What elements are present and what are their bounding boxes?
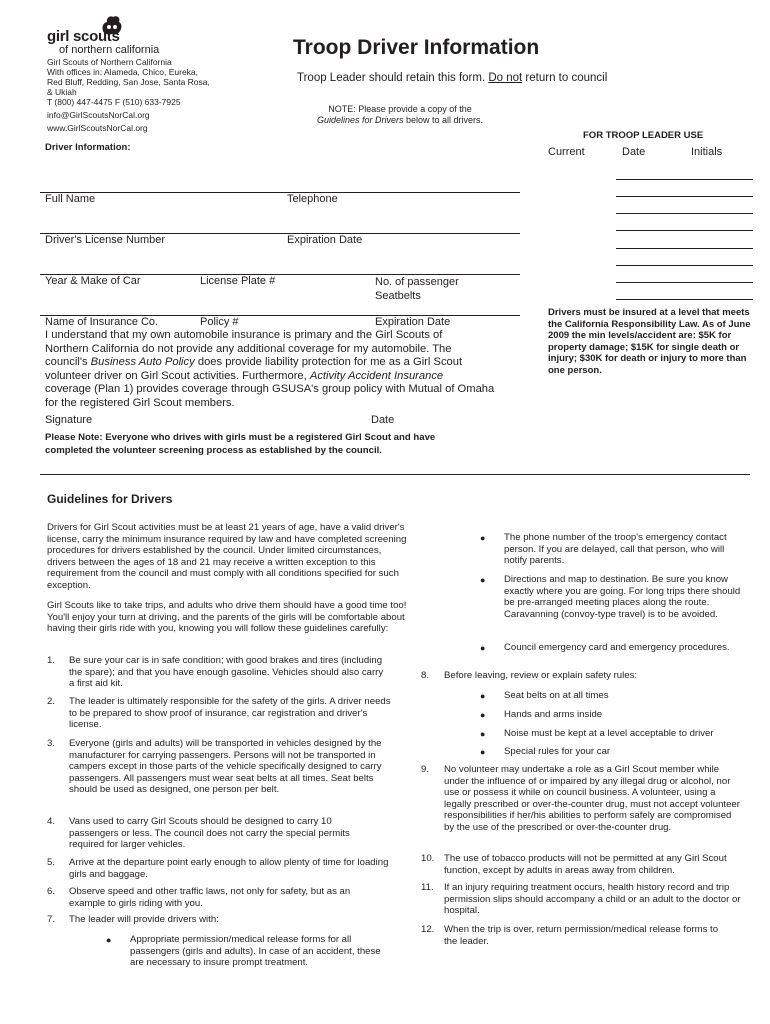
logo-wordmark: girl scouts — [47, 28, 120, 45]
item-text: Hands and arms inside — [504, 709, 603, 720]
item-number: 12. — [421, 924, 435, 935]
item-text: Directions and map to destination. Be sure you know exactly where you are going. For long trips there should be pre-arranged meeting places along the route. Caravanning (convoy-type travel) is to be avoided. — [504, 574, 741, 620]
policy-label: Policy # — [200, 316, 239, 328]
bullet-icon: ● — [480, 691, 486, 701]
logo-subtitle: of northern california — [59, 44, 160, 56]
item-text: Observe speed and other traffic laws, not only for safety, but as an example to girls riding with you. — [69, 886, 351, 909]
item-text: No volunteer may undertake a role as a Girl Scout member while under the influence of or impaired by any illegal drug or alcohol, nor use or possess it while on council business. A volunteer, using a legally prescribed or over-the-counter drug, must not accept volunteer responsibilities if her/his abilities to perform safely are compromised by the use of the prescribed or over-the-counter drug. — [444, 764, 740, 833]
full-name-label: Full Name — [45, 193, 96, 205]
item-text: The phone number of the troop's emergency contact person. If you are delayed, call that person, who will notify parents. — [504, 532, 727, 566]
do-not-text: Do not — [488, 72, 523, 84]
item-number: 8. — [421, 670, 430, 681]
business-auto-policy: Business Auto Policy — [90, 356, 195, 368]
item-text: The use of tobacco products will not be permitted at any Girl Scout function, except by adults in areas away from children. — [444, 853, 727, 876]
col-date: Date — [622, 146, 646, 158]
insurance-co-label: Name of Insurance Co. — [45, 316, 159, 328]
telephone-label: Telephone — [287, 193, 338, 205]
item-number: 11. — [421, 882, 434, 893]
year-make-label: Year & Make of Car — [45, 275, 141, 287]
section-divider — [40, 474, 750, 475]
address-line: T (800) 447-4475 F (510) 633-7925 — [47, 97, 181, 107]
item-text: Arrive at the departure point early enough to allow plenty of time for loading girls and baggage. — [69, 857, 389, 880]
bullet-icon: ● — [480, 533, 486, 543]
statement-line — [45, 356, 525, 370]
insurance-statement — [45, 329, 525, 410]
statement-line: coverage (Plan 1) provides coverage through GSUSA's group policy with Mutual of Omaha — [45, 383, 495, 395]
activity-accident-insurance: Activity Accident Insurance — [309, 369, 444, 382]
item-text: Seat belts on at all times — [504, 690, 609, 701]
guidelines-italic: Guidelines for Drivers — [316, 115, 404, 125]
leader-line[interactable] — [616, 265, 753, 266]
leader-use-heading: FOR TROOP LEADER USE — [583, 130, 704, 141]
address-line: Red Bluff, Redding, San Jose, Santa Rosa, — [47, 77, 210, 87]
bullet-icon: ● — [480, 710, 486, 720]
col-initials: Initials — [691, 146, 723, 158]
guidelines-intro-2: Girl Scouts like to take trips, and adults who drive them should have a good time too! You'll enjoy your turn at driving, and the parents of the girls will be comfortable about having their girls ride with you, knowing you will follow these guidelines carefully: — [47, 600, 407, 634]
item-number: 4. — [47, 816, 56, 827]
leader-line[interactable] — [616, 299, 753, 300]
driver-info-heading: Driver Information: — [45, 142, 131, 153]
ins-expiration-label: Expiration Date — [375, 316, 451, 328]
date-label[interactable]: Date — [371, 414, 395, 426]
expiration-label: Expiration Date — [287, 234, 363, 246]
signature-label[interactable]: Signature — [45, 414, 93, 426]
item-text: Vans used to carry Girl Scouts should be designed to carry 10 passengers or less. The council does not carry the special permits required for larger vehicles. — [69, 816, 350, 850]
copy-note-line1: NOTE: Please provide a copy of the — [328, 104, 472, 114]
item-number: 1. — [47, 655, 56, 666]
bullet-icon: ● — [480, 747, 486, 757]
license-label: Driver's License Number — [45, 234, 166, 246]
address-line: With offices in: Alameda, Chico, Eureka, — [47, 67, 199, 77]
guidelines-intro-1: Drivers for Girl Scout activities must be at least 21 years of age, have a valid driver's license, carry the minimum insurance required by law and have completed screening procedures for drivers established by the council. Under limited circumstances, drivers between the ages of 18 and 21 may receive a written exception to this requirement from the council and must comply with all conditions specified for such exception. — [47, 522, 407, 591]
item-text: The leader will provide drivers with: — [69, 914, 219, 925]
org-address — [47, 57, 247, 133]
item-number: 7. — [47, 914, 56, 925]
item-text: Special rules for your car — [504, 746, 611, 757]
copy-note — [300, 104, 500, 126]
item-text: The leader is ultimately responsible for the safety of the girls. A driver needs to be prepared to show proof of insurance, car registration and driver's license. — [69, 696, 391, 730]
please-note: Please Note: Everyone who drives with girls must be a registered Girl Scout and have completed the volunteer screening process as established by the council. — [45, 432, 436, 456]
seatbelts-label-1: No. of passenger — [375, 276, 459, 288]
leader-line[interactable] — [616, 213, 753, 214]
statement-text: volunteer driver on Girl Scout activities. Furthermore, — [45, 369, 310, 382]
statement-text: does provide liability protection for me as a Girl Scout — [194, 356, 463, 368]
statement-line — [45, 370, 525, 384]
seatbelts-label-2: Seatbelts — [375, 290, 421, 302]
item-number: 2. — [47, 696, 56, 707]
item-number: 5. — [47, 857, 56, 868]
leader-line[interactable] — [616, 230, 753, 231]
bullet-icon: ● — [480, 643, 486, 653]
leader-line[interactable] — [616, 179, 753, 180]
bullet-icon: ● — [106, 935, 112, 945]
item-number: 3. — [47, 738, 56, 749]
item-number: 6. — [47, 886, 56, 897]
page-title: Troop Driver Information — [293, 36, 540, 59]
item-text: Before leaving, review or explain safety rules: — [444, 670, 638, 681]
statement-line: I understand that my own automobile insurance is primary and the Girl Scouts of — [45, 329, 443, 341]
item-text: When the trip is over, return permission/medical release forms to the leader. — [444, 924, 719, 947]
insurance-requirement-note: Drivers must be insured at a level that meets the California Responsibility Law. As of June 2009 the min levels/accident are: $5K for property damage; $15K for single death or injury; $30K for death or injury to more than one person. — [548, 307, 751, 376]
leader-line[interactable] — [616, 196, 753, 197]
logo — [47, 14, 177, 56]
copy-note-line2 — [300, 115, 500, 126]
item-text: Appropriate permission/medical release forms for all passengers (girls and adults). In case of an accident, these are necessary to insure prompt treatment. — [130, 934, 381, 968]
retain-text-end: return to council — [522, 72, 608, 84]
item-text: Council emergency card and emergency procedures. — [504, 642, 730, 653]
address-website: www.GirlScoutsNorCal.org — [47, 123, 148, 133]
full-name-field[interactable] — [40, 192, 520, 193]
retain-notice — [297, 72, 607, 84]
statement-line: Northern California do not provide any additional coverage for my automobile. The — [45, 342, 452, 355]
statement-text: council's — [45, 356, 91, 368]
leader-line[interactable] — [616, 282, 753, 283]
item-text: Everyone (girls and adults) will be transported in vehicles designed by the manufacturer for carrying passengers. Persons will not be transported in campers except in those parts of the vehicle specifically designed to carry passengers. All passengers must wear seat belts at all times. Seat belts should be used as designed, one person per belt. — [69, 738, 382, 795]
leader-line[interactable] — [616, 248, 753, 249]
item-text: Be sure your car is in safe condition; with good brakes and tires (including the spare); and that you have enough gasoline. Vehicles should also carry a first aid kit. — [69, 655, 384, 689]
guidelines-heading: Guidelines for Drivers — [47, 492, 173, 506]
address-line: & Ukiah — [47, 87, 77, 97]
col-current: Current — [548, 146, 585, 158]
item-number: 9. — [421, 764, 430, 775]
item-number: 10. — [421, 853, 435, 864]
item-text: Noise must be kept at a level acceptable to driver — [504, 728, 714, 739]
address-email: info@GirlScoutsNorCal.org — [47, 110, 150, 120]
statement-line: for the registered Girl Scout members. — [45, 396, 235, 409]
bullet-icon: ● — [480, 575, 486, 585]
copy-note-rest: below to all drivers. — [403, 115, 484, 125]
license-plate-label: License Plate # — [200, 275, 276, 287]
bullet-icon: ● — [480, 729, 486, 739]
item-text: If an injury requiring treatment occurs, health history record and trip permission slips should accompany a child or an adult to the doctor or hospital. — [444, 882, 741, 916]
retain-text: Troop Leader should retain this form. — [297, 72, 489, 84]
seatbelts-label — [375, 275, 459, 303]
address-line: Girl Scouts of Northern California — [47, 57, 172, 67]
